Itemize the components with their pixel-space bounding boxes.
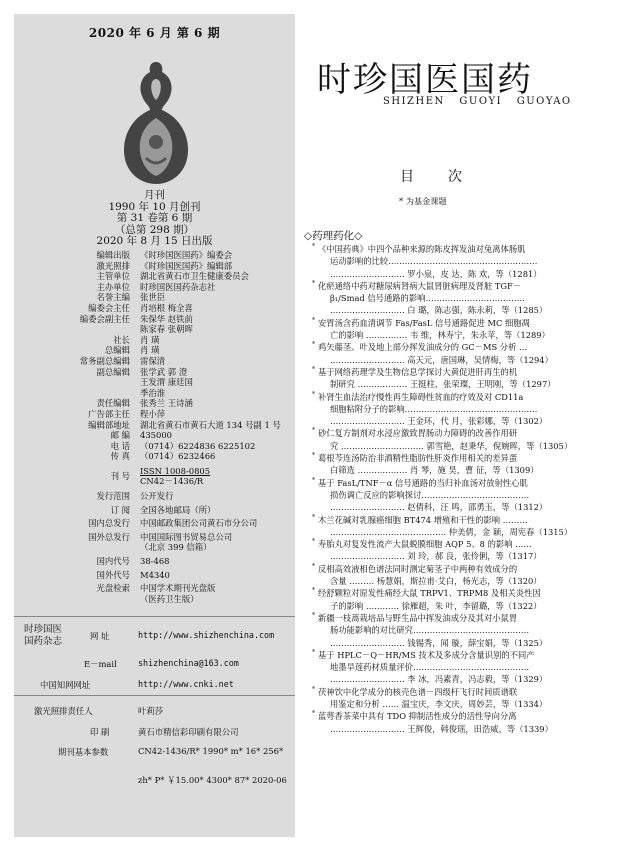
dist-label: 国外总发行	[88, 531, 130, 542]
toc-heading-char: 次	[448, 169, 462, 185]
info-row	[14, 335, 295, 346]
toc-entry[interactable]	[312, 317, 608, 342]
info-label: 邮 编	[110, 430, 130, 441]
entry-title-line: 砂仁复方制剂对水浸应激致胃肠动力障碍的改善作用研	[318, 428, 518, 439]
fund-star-icon: *	[312, 427, 315, 435]
info-value: 张世臣	[140, 292, 166, 303]
distribution-table	[14, 491, 295, 604]
fund-star-icon: *	[312, 538, 315, 546]
cnki-label: 中国知网网址	[40, 680, 91, 690]
entry-title-line: 反相高效液相色谱法同时测定菊茎子中两种有效成分的	[318, 563, 518, 574]
publication-info	[14, 190, 295, 248]
entry-title-line: 地墨旱莲药材质量评价……………………………………	[330, 662, 530, 673]
entry-authors: ……………………… 赵倩科，汪 鸣，邵勇玉，等（1312）	[330, 502, 548, 513]
dist-label	[14, 594, 140, 605]
info-value: 时珍国医国药杂志社	[140, 281, 216, 292]
info-value: 程小萍	[140, 408, 166, 419]
toc-entry[interactable]	[312, 427, 608, 452]
toc-heading	[400, 166, 496, 186]
dist-label: 国外代号	[96, 569, 130, 580]
info-value: 季治淮	[140, 387, 166, 398]
pub-line: 月刊	[144, 189, 165, 201]
entry-title-line: 补肾生血法治疗慢性再生障碍性贫血的疗效及对 CD11a	[318, 391, 524, 402]
fund-star-icon: *	[312, 341, 315, 349]
fund-star-icon: *	[312, 611, 315, 619]
entry-title-line: 《中国药典》中四个品种来源的陈皮挥发油对兔离体肠肌	[318, 244, 526, 254]
email-link[interactable]: shizhenchina@163.com	[138, 658, 239, 668]
info-row	[14, 451, 295, 462]
entry-title-line: 茯神饮中化学成分的核壳色谱－四级杆飞行时间质谱联	[318, 686, 518, 697]
info-value: 《时珍国医国药》编辑部	[140, 260, 233, 271]
entry-title-line: 子的影响 ………… 徐雁超，朱 叶，李留璐，等（1322）	[330, 600, 542, 611]
dist-row	[14, 518, 295, 529]
info-row	[14, 292, 295, 303]
entry-title-line: β₁/Smad 信号通路的影响………………………………	[330, 293, 526, 304]
print-label: 激光照排责任人	[34, 706, 93, 716]
info-row	[14, 377, 295, 388]
info-value: 肖 璜	[140, 345, 160, 356]
pub-line: （总第 298 期）	[114, 223, 195, 236]
fund-star-icon: *	[312, 685, 315, 693]
toc-heading-char: 目	[400, 169, 414, 185]
info-label: 副总编辑	[96, 366, 130, 377]
entry-title-line: 经舒颗粒对原发性痛经大鼠 TRPV1、TRPM8 及相关炎性因	[318, 588, 541, 599]
info-row	[14, 356, 295, 367]
journal-pinyin: SHIZHEN GUOYI GUOYAO	[383, 96, 572, 107]
info-row	[14, 314, 295, 325]
info-label: 激光照排	[96, 260, 130, 271]
info-label: 传 真	[110, 451, 130, 462]
info-label: 编辑部地址	[88, 419, 130, 430]
toc-entry[interactable]	[312, 341, 608, 366]
fund-star-icon: *	[312, 587, 315, 595]
fund-star-icon: *	[312, 513, 315, 521]
info-label: 总编辑	[104, 345, 130, 356]
dist-row	[14, 570, 295, 581]
toc-entry[interactable]	[312, 587, 608, 612]
entry-title-line: 细胞粘附分子的影响…………………………………………	[330, 403, 538, 414]
dist-label: 国内代号	[96, 556, 130, 567]
info-row	[14, 388, 295, 399]
fund-star-icon: *	[312, 390, 315, 398]
toc-entry[interactable]	[312, 243, 608, 280]
info-row	[14, 430, 295, 441]
info-value: 435000	[140, 430, 172, 441]
entry-title-line: 蓝萼香茶菜中具有 TDO 抑制活性成分的活性导向分离	[318, 711, 517, 722]
prefix-line: 时珍国医	[24, 624, 63, 635]
section-title: ◇药理药化◇	[304, 230, 363, 242]
info-label: 主管单位	[96, 271, 130, 282]
toc-entry[interactable]	[312, 452, 608, 477]
toc-entry[interactable]	[312, 391, 608, 428]
info-label: 广告部主任	[88, 408, 130, 419]
info-value: （0714）6232466	[140, 451, 216, 462]
dist-value: 中国国际图书贸易总公司	[140, 531, 233, 542]
divider	[14, 616, 295, 617]
toc-entry[interactable]	[312, 563, 608, 588]
dist-row	[14, 532, 295, 543]
info-value: 张秀兰 王诗涵	[140, 398, 193, 409]
entry-title-line: 基于 HPLC－Q－HR/MS 技术及多成分含量识别的不同产	[318, 649, 535, 660]
info-label: 编委会主任	[88, 302, 130, 313]
issn-number: ISSN 1008-0805	[140, 465, 211, 476]
entry-title-line: 鸡矢藤茎、叶及地上部分挥发油成分的 GC－MS 分析 …	[318, 342, 528, 353]
entry-title-line: 新疆一枝蒿栽培品与野生品中挥发油成分及其对小鼠胃	[318, 612, 518, 623]
fund-star-icon: *	[312, 279, 315, 287]
entry-title-line: 安胃汤含药血清调节 Fas/FasL 信号通路促进 MC 细胞凋	[318, 317, 530, 328]
dist-value: 中国学术期刊光盘版	[140, 583, 216, 594]
toc-entry[interactable]	[312, 686, 608, 711]
info-row	[14, 261, 295, 272]
print-label: 印 刷	[90, 727, 110, 737]
info-row	[14, 250, 295, 261]
entry-title-line: 基于网络药理学及生物信息学探讨大黄促进肝再生的机	[318, 366, 518, 377]
entry-authors: ……………………… 钱锡秀，闻 璇，薛宝娟，等（1325）	[330, 637, 548, 648]
entry-authors: ……………………… 王金环，代 月，张彩娜，等（1302）	[330, 416, 548, 427]
info-label: 社长	[113, 334, 130, 345]
dist-label: 订 阅	[110, 504, 130, 515]
entry-title-line: 用鉴定和分析 …… 温宝庆，李文庆，周妙芸，等（1334）	[330, 698, 548, 709]
fund-star-icon: *	[312, 243, 315, 250]
entry-authors: ……………………… 罗小泉，皮 达，陈 欢，等（1281）	[330, 268, 542, 279]
info-row	[14, 420, 295, 431]
toc-entry[interactable]	[312, 538, 608, 563]
entry-authors: ……………………… 王辉俊，韩俊瑶，田浩威，等（1339）	[330, 723, 553, 734]
issue-date: 2020 年 6 月 第 6 期	[88, 26, 221, 40]
info-value: 陈家春 张朝晖	[140, 324, 193, 335]
fund-star-icon: *	[312, 710, 315, 718]
dist-label: 发行范围	[96, 491, 130, 502]
url-label: 网 址	[90, 631, 110, 641]
info-label	[14, 388, 140, 399]
entry-title-line: 木兰花碱对乳腺癌细胞 BT474 增殖和干性的影响 ………	[318, 514, 528, 525]
info-row	[14, 303, 295, 314]
info-row	[14, 324, 295, 335]
entry-authors: ……………………… 刘 玲，郝 良，张伶俐，等（1317）	[330, 551, 542, 562]
toc-entries	[312, 243, 608, 735]
entry-title-line: …………………………………… 仲美倩，金 颖，周宪春（1315）	[330, 526, 573, 537]
masthead-table	[14, 250, 295, 604]
gourd-logo-icon	[116, 58, 196, 188]
dist-row	[14, 542, 295, 553]
info-label: 编辑出版	[96, 250, 130, 260]
dist-label: 国内总发行	[88, 518, 130, 529]
info-value: 湖北省黄石市黄石大道 134 号副 1 号	[140, 419, 281, 430]
dist-row	[14, 491, 295, 502]
print-label: 期刊基本参数	[58, 747, 109, 757]
kanhao-value	[140, 466, 295, 487]
left-info-panel	[14, 14, 295, 837]
pub-line: 1990 年 10 月创刊	[108, 200, 201, 213]
prefix-line: 国药杂志	[24, 636, 63, 647]
info-value: 肖培根 梅全喜	[140, 302, 193, 313]
kanhao-row	[14, 466, 295, 487]
info-value: 雷保清	[140, 355, 166, 366]
toc-entry[interactable]	[312, 280, 608, 317]
info-row	[14, 409, 295, 420]
entry-title-line: 运动影响的比较………………………………………………	[330, 256, 538, 267]
info-value: 肖 璜	[140, 334, 160, 345]
dist-value: 38-468	[140, 556, 170, 567]
entry-title-line: 含量 ……… 杨慧娟，斯拉甫·艾白，杨光志，等（1320）	[330, 576, 542, 587]
fund-note: * 为基金课题	[399, 196, 447, 206]
kanhao-label: 刊 号	[110, 470, 130, 481]
dist-row	[14, 594, 295, 605]
info-label: 编委会副主任	[79, 313, 130, 324]
fund-star-icon: *	[312, 452, 315, 460]
param-line: zh* P* ￥15.00* 4300* 87* 2020-06	[138, 775, 287, 785]
info-label: 常务副总编辑	[79, 355, 130, 366]
toc-entry[interactable]	[312, 366, 608, 391]
cnki-link[interactable]: http://www.cnki.net	[138, 679, 234, 689]
toc-entry[interactable]	[312, 649, 608, 686]
fund-star-icon: *	[312, 316, 315, 324]
print-value: 叶莉莎	[138, 706, 164, 716]
info-row	[14, 271, 295, 282]
fund-star-icon: *	[312, 648, 315, 656]
info-value: （0714）6224836 6225102	[140, 440, 256, 451]
info-label	[14, 377, 140, 388]
info-value: 朱保华 赵铁前	[140, 313, 193, 324]
dist-label: 光盘检索	[96, 583, 130, 594]
pub-line: 第 31 卷第 6 期	[116, 212, 193, 224]
entry-title-line: 损伤调亡反应的影响探讨…………………………………	[330, 489, 530, 500]
email-label: E－mail	[84, 659, 117, 669]
info-row	[14, 441, 295, 452]
fund-star-icon: *	[312, 365, 315, 373]
print-value: 黄石市精信彩印刷有限公司	[138, 727, 239, 737]
entry-authors: ……………………… 高天元，唐国琳，吴情梅，等（1294）	[330, 354, 553, 365]
entry-title-line: 亡的影响 …………… 韦 维，林寿宁，朱永苹，等（1289）	[330, 330, 550, 341]
dist-value: 公开发行	[140, 491, 174, 502]
info-row	[14, 367, 295, 378]
toc-entry[interactable]	[312, 477, 608, 514]
dist-row	[14, 505, 295, 516]
fund-star-icon: *	[312, 476, 315, 484]
entry-title-line: 基于 FasL/TNF－α 信号通路的当归补血汤对放射性心肌	[318, 477, 528, 488]
entry-title-line: 肠功能影响的对比研究……………………………………	[330, 625, 530, 636]
entry-title-line: 葛根芩连汤防治非酒精性脂肪性肝炎作用相关的差异蛋	[318, 453, 518, 464]
dist-value: M4340	[140, 569, 170, 580]
dist-value: 全国各地邮局（所）	[140, 504, 216, 515]
info-value: 《时珍国医国药》编委会	[140, 250, 233, 260]
fund-star-icon: *	[312, 562, 315, 570]
entry-authors: ……………………… 李 冰，冯素青，冯志毅，等（1329）	[330, 674, 548, 685]
entry-title-line: 制研究 ……………… 王挺柱，张荣璨，王明刚，等（1297）	[330, 379, 556, 390]
info-row	[14, 282, 295, 293]
entry-title-line: 白筛选 ……………… 肖 琴，施 昊，曹 征，等（1309）	[330, 465, 539, 476]
magazine-prefix	[24, 624, 62, 648]
journal-title: 时珍国医国药	[317, 60, 533, 100]
print-value: CN42-1436/R* 1990* m* 16* 256*	[138, 746, 284, 756]
info-value: 王发渭 康廷国	[140, 377, 193, 388]
dist-value: （北京 399 信箱）	[140, 542, 212, 553]
dist-value: 中国邮政集团公司黄石市分公司	[140, 518, 258, 529]
dist-value: （医药卫生版）	[140, 593, 199, 604]
toc-entry[interactable]	[312, 514, 608, 539]
website-link[interactable]: http://www.shizhenchina.com	[138, 630, 275, 640]
toc-entry[interactable]	[312, 612, 608, 649]
entry-title-line: 寿胎丸对复发性流产大鼠蜕膜细胞 AQP 5、8 的影响 ……	[318, 539, 532, 550]
dist-row	[14, 556, 295, 567]
dist-label	[14, 542, 140, 553]
dist-row	[14, 583, 295, 594]
entry-title-line: 化瘀通络中药对糖尿病肾病大鼠肾脏病理及肾脏 TGF－	[318, 280, 522, 291]
entry-authors: ……………………… 白 璐，陈志强，陈永莉，等（1285）	[330, 305, 548, 316]
info-label: 电 话	[110, 440, 130, 451]
info-row	[14, 345, 295, 356]
divider	[14, 695, 295, 696]
toc-entry[interactable]	[312, 710, 608, 735]
info-label: 主办单位	[96, 281, 130, 292]
info-label: 责任编辑	[96, 398, 130, 409]
cn-number: CN42－1436/R	[140, 476, 204, 487]
pub-line: 2020 年 8 月 15 日出版	[96, 235, 213, 247]
entry-title-line: 究 ………………………… 郭雪艳，赵秉华，倪婉晖，等（1305）	[330, 440, 573, 451]
info-value: 湖北省黄石市卫生健康委员会	[140, 271, 249, 282]
info-label	[14, 324, 140, 335]
info-value: 张学武 郭 澄	[140, 366, 188, 377]
info-label: 名誉主编	[96, 292, 130, 303]
info-row	[14, 398, 295, 409]
